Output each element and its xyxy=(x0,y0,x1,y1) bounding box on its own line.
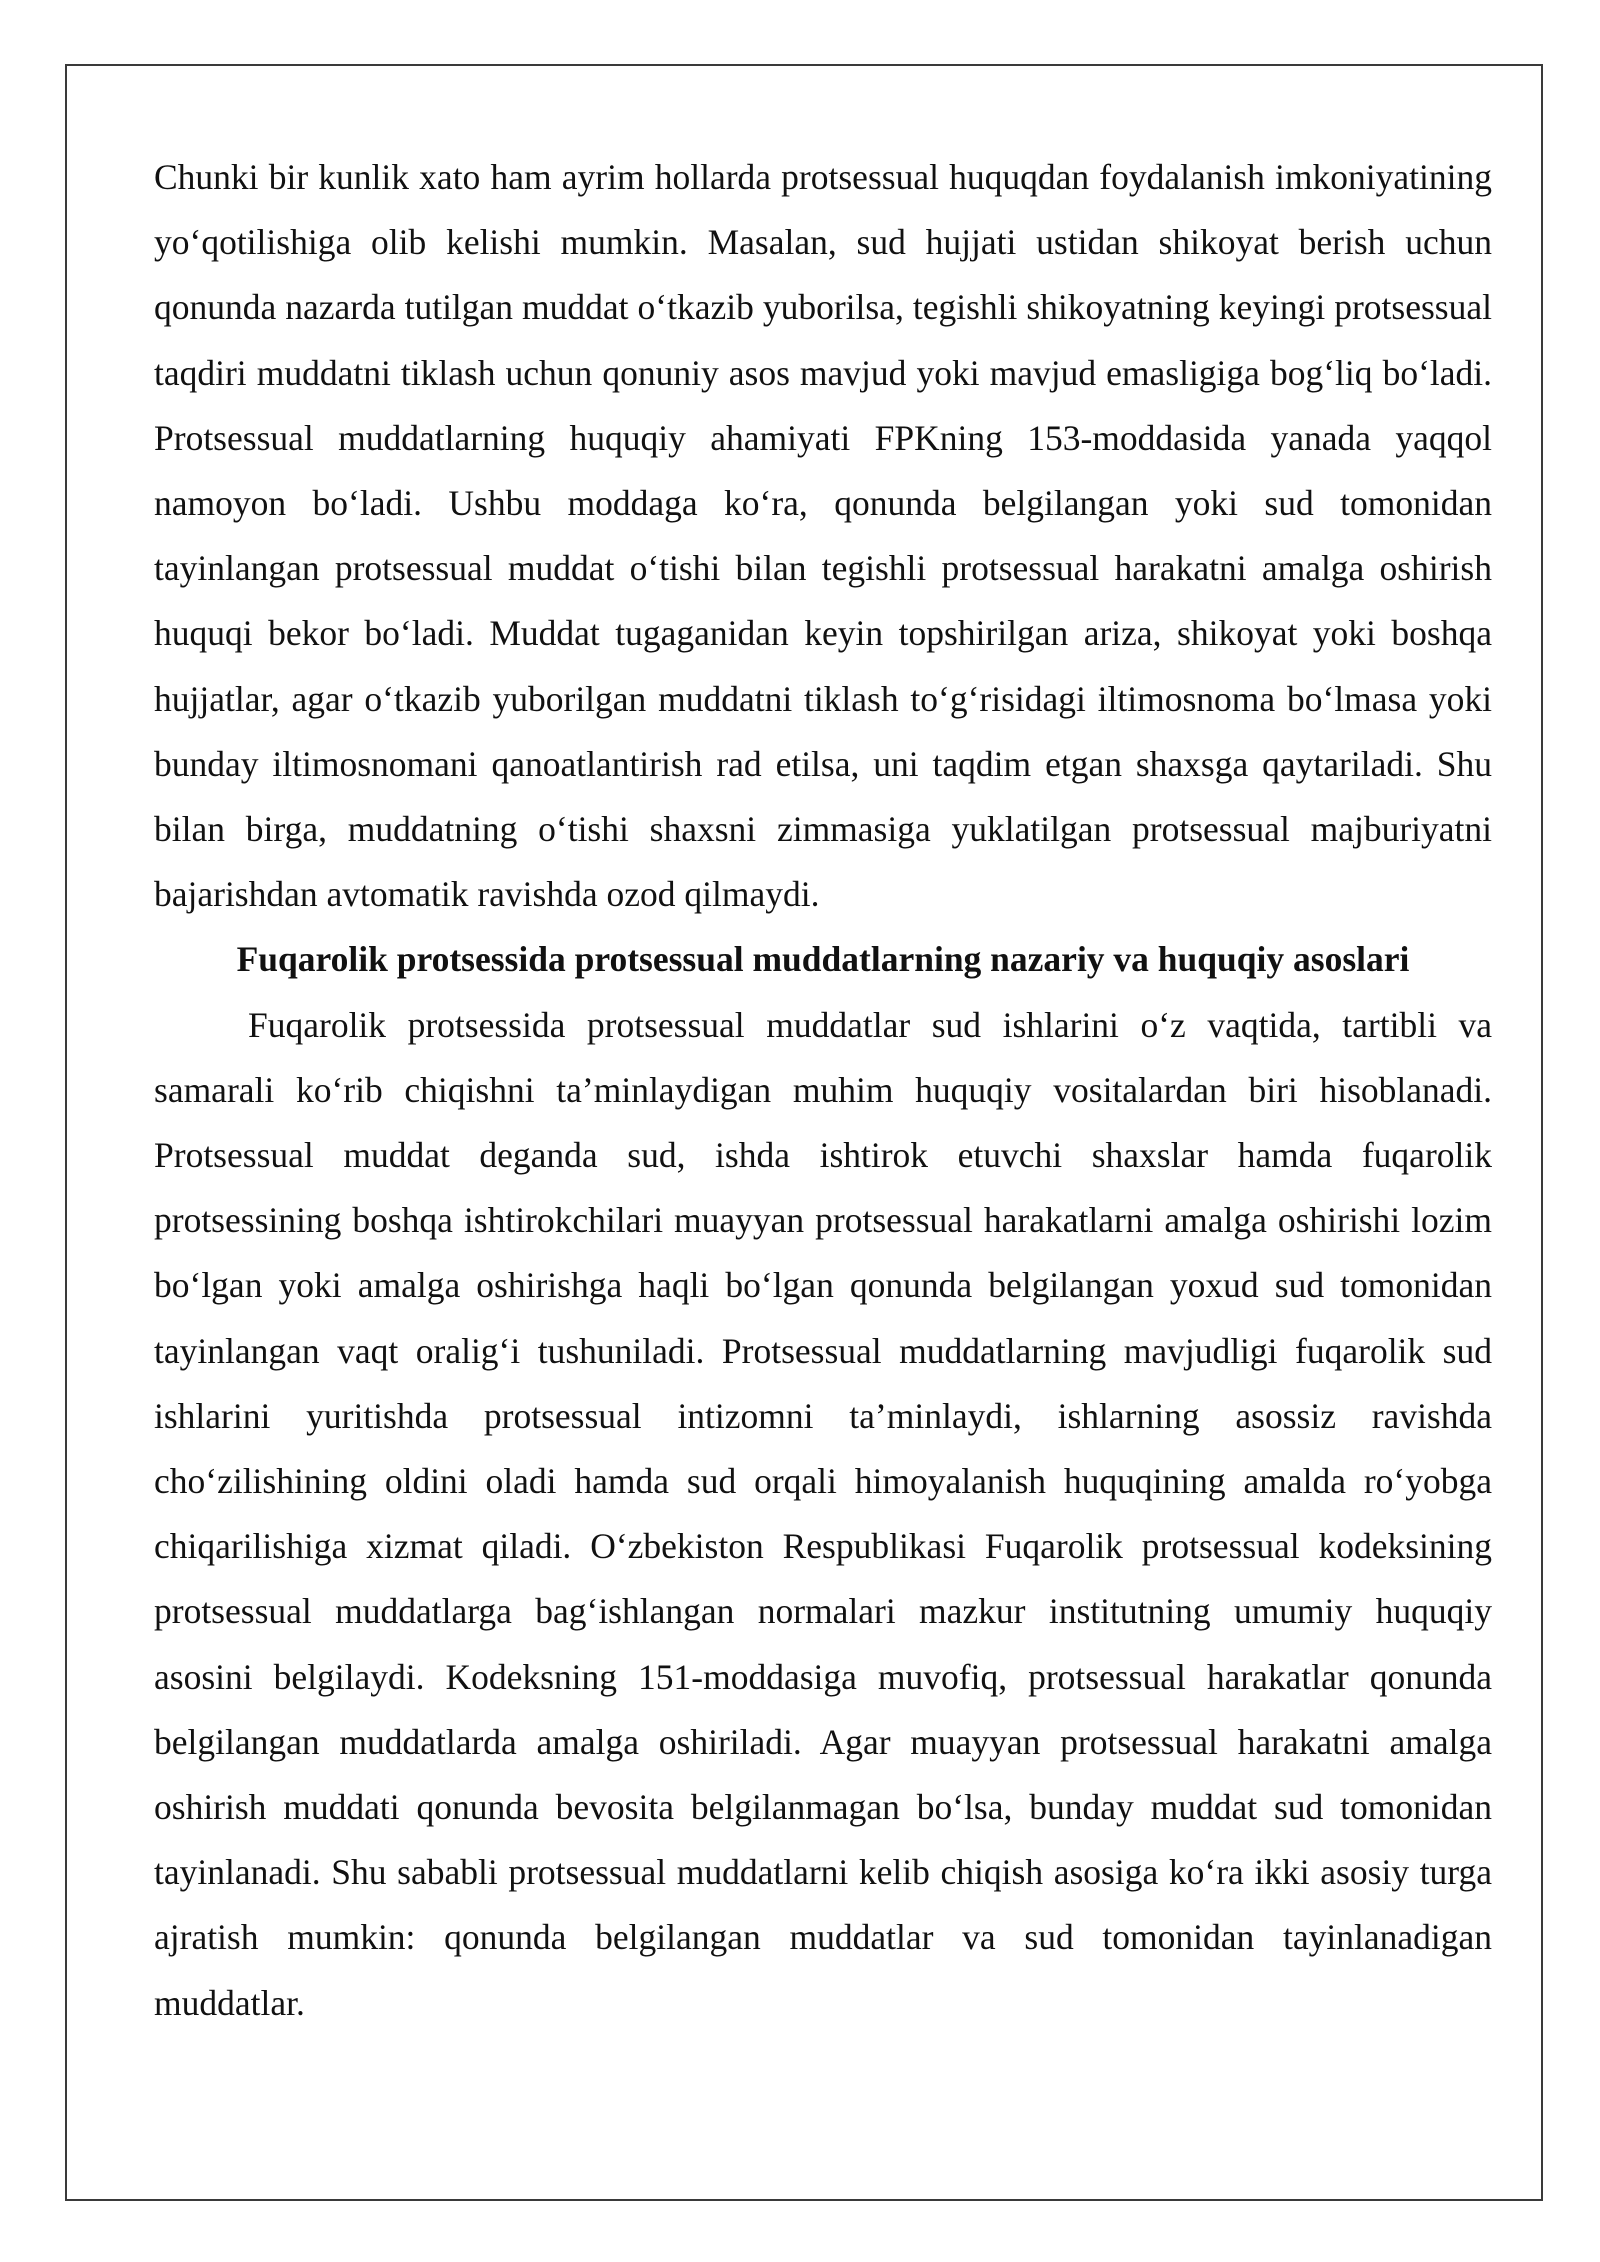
paragraph-section-intro: Fuqarolik protsessida protsessual muddatlar sud ishlarini o‘z vaqtida, tartibli va samarali ko‘rib chiqishni ta’minlaydigan muhim huquqiy vositalardan biri hisoblanadi. Protsessual muddat deganda sud, ishda ishtirok etuvchi shaxslar hamda fuqarolik protsessining boshqa ishtirokchilari muayyan protsessual harakatlarni amalga oshirishi lozim bo‘lgan yoki amalga oshirishga haqli bo‘lgan qonunda belgilangan yoxud sud tomonidan tayinlangan vaqt oralig‘i tushuniladi. Protsessual muddatlarning mavjudligi fuqarolik sud ishlarini yuritishda protsessual intizomni ta’minlaydi, ishlarning asossiz ravishda cho‘zilishining oldini oladi hamda sud orqali himoyalanish huquqining amalda ro‘yobga chiqarilishiga xizmat qiladi. O‘zbekiston Respublikasi Fuqarolik protsessual kodeksining protsessual muddatlarga bag‘ishlangan normalari mazkur institutning umumiy huquqiy asosini belgilaydi. Kodeksning 151-moddasiga muvofiq, protsessual harakatlar qonunda belgilangan muddatlarda amalga oshiriladi. Agar muayyan protsessual harakatni amalga oshirish muddati qonunda bevosita belgilanmagan bo‘lsa, bunday muddat sud tomonidan tayinlanadi. Shu sababli protsessual muddatlarni kelib chiqish asosiga ko‘ra ikki asosiy turga ajratish mumkin: qonunda belgilangan muddatlar va sud tomonidan tayinlanadigan muddatlar. xyxy=(154,1004,1492,2023)
section-heading: Fuqarolik protsessida protsessual muddatlarning nazariy va huquqiy asoslari xyxy=(236,939,1410,980)
paragraph-continuation: Chunki bir kunlik xato ham ayrim hollarda protsessual huquqdan foydalanish imkoniyatining yo‘qotilishiga olib kelishi mumkin. Masalan, sud hujjati ustidan shikoyat berish uchun qonunda nazarda tutilgan muddat o‘tkazib yuborilsa, tegishli shikoyatning keyingi protsessual taqdiri muddatni tiklash uchun qonuniy asos mavjud yoki mavjud emasligiga bog‘liq bo‘ladi. Protsessual muddatlarning huquqiy ahamiyati FPKning 153-moddasida yanada yaqqol namoyon bo‘ladi. Ushbu moddaga ko‘ra, qonunda belgilangan yoki sud tomonidan tayinlangan protsessual muddat o‘tishi bilan tegishli protsessual harakatni amalga oshirish huquqi bekor bo‘ladi. Muddat tugaganidan keyin topshirilgan ariza, shikoyat yoki boshqa hujjatlar, agar o‘tkazib yuborilgan muddatni tiklash to‘g‘risidagi iltimosnoma bo‘lmasa yoki bunday iltimosnomani qanoatlantirish rad etilsa, uni taqdim etgan shaxsga qaytariladi. Shu bilan birga, muddatning o‘tishi shaxsni zimmasiga yuklatilgan protsessual majburiyatni bajarishdan avtomatik ravishda ozod qilmaydi. xyxy=(154,157,1492,915)
document-body xyxy=(154,145,1492,2036)
